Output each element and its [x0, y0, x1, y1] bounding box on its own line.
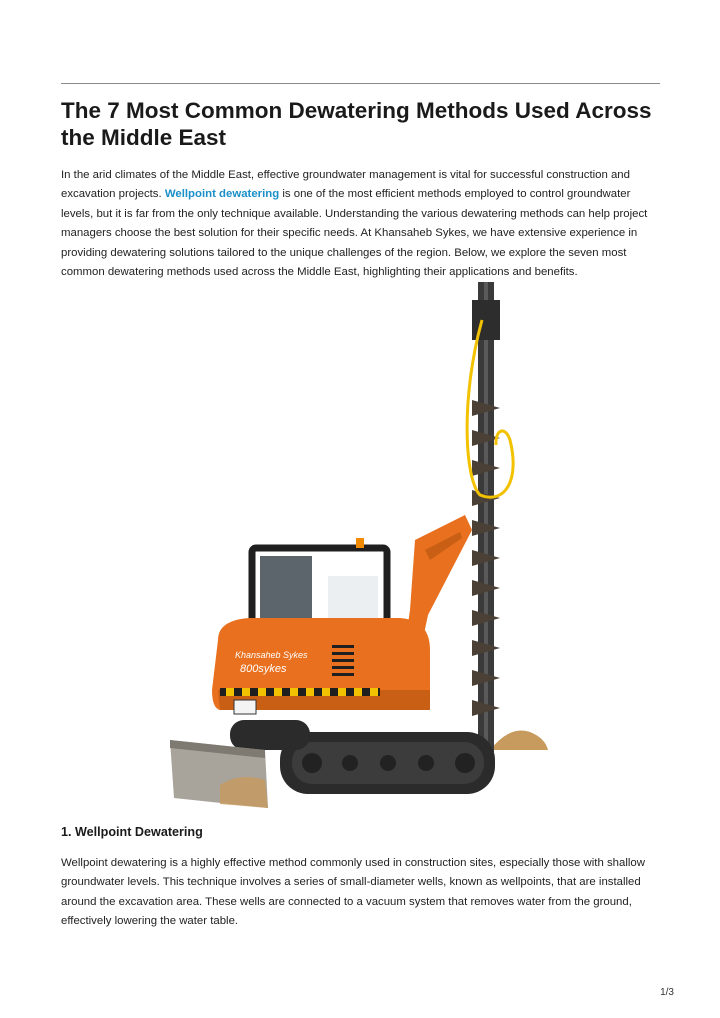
article-title: The 7 Most Common Dewatering Methods Used Across the Middle East [61, 98, 652, 150]
machine-branding-text-2: 800sykes [240, 663, 287, 675]
page-number: 1/3 [660, 987, 674, 998]
excavator-drilling-rig-image [160, 280, 560, 810]
header-divider [61, 83, 660, 84]
intro-text-end: is one of the most efficient methods employed to control groundwater levels, but it is far from the only technique available. Understanding the various dewatering methods can help project managers choose the best solution for their specific needs. At Khansaheb Sykes, we have extensive experience in providing dewatering solutions tailored to the unique challenges of the region. Below, we explore the seven most common dewatering methods used across the Middle East, highlighting their applications and benefits. [61, 188, 648, 279]
machine-branding-text: Khansaheb Sykes [235, 650, 308, 660]
intro-text-start: In the arid climates of the Middle East, effective groundwater management is vital for successful construction and excavation projects. [61, 169, 630, 201]
wellpoint-dewatering-link[interactable]: Wellpoint dewatering [164, 188, 280, 201]
section-heading-wellpoint: 1. Wellpoint Dewatering [61, 825, 203, 839]
intro-paragraph [61, 166, 661, 282]
section-paragraph-wellpoint: Wellpoint dewatering is a highly effective method commonly used in construction sites, especially those with shallow groundwater levels. This technique involves a series of small-diameter wells, known as wellpoints, that are installed around the excavation area. These wells are connected to a vacuum system that removes water from the ground, effectively lowering the water table. [61, 857, 645, 928]
